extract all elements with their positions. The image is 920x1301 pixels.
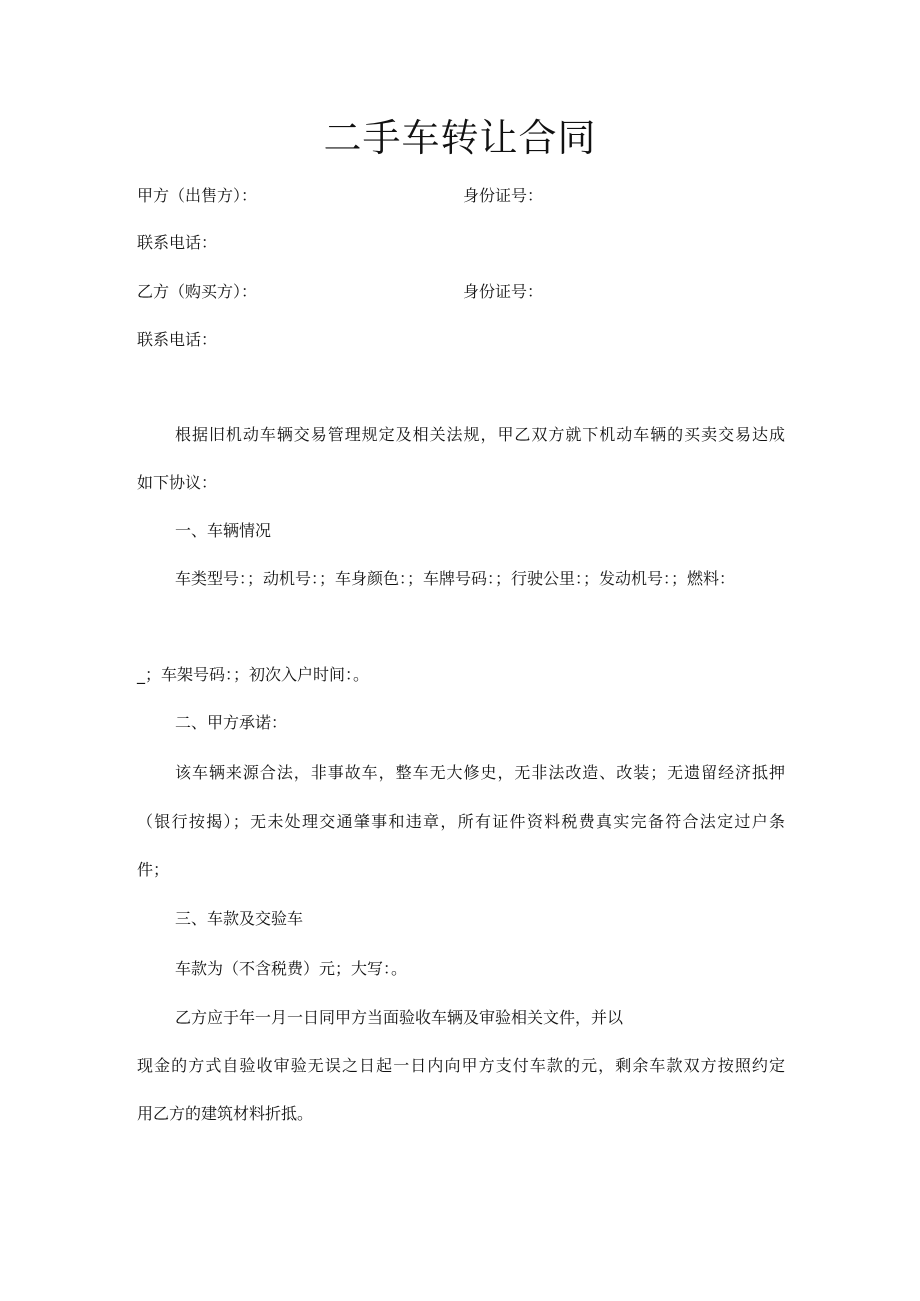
section-3-line-4: 用乙方的建筑材料折抵。 — [137, 1104, 314, 1123]
section-3-line-1: 车款为（不含税费）元；大写：。 — [175, 959, 408, 978]
party-b-label: 乙方（购买方）： — [137, 282, 258, 301]
section-2-line-2: （银行按揭）；无未处理交通肇事和违章，所有证件资料税费真实完备符合法定过户条 — [137, 812, 785, 831]
section-2-heading: 二、甲方承诺： — [175, 713, 288, 732]
party-b-id-label: 身份证号： — [463, 282, 544, 301]
document-title: 二手车转让合同 — [323, 116, 597, 160]
intro-line-2: 如下协议： — [137, 473, 218, 492]
party-a-phone-label: 联系电话： — [137, 233, 218, 252]
party-a-id-label: 身份证号： — [463, 186, 544, 205]
section-3-line-2: 乙方应于年一月一日同甲方当面验收车辆及审验相关文件，并以 — [175, 1008, 624, 1027]
section-1-heading: 一、车辆情况 — [175, 521, 272, 540]
party-a-label: 甲方（出售方）： — [137, 186, 258, 205]
party-b-phone-label: 联系电话： — [137, 330, 218, 349]
section-1-line-1: 车类型号：；动机号：；车身颜色：；车牌号码：；行驶公里：；发动机号：；燃料： — [175, 569, 736, 588]
section-3-heading: 三、车款及交验车 — [175, 909, 304, 928]
section-2-line-1: 该车辆来源合法，非事故车，整车无大修史，无非法改造、改装；无遗留经济抵押 — [175, 763, 785, 782]
section-1-line-2: _；车架号码：；初次入户时间：。 — [137, 665, 370, 684]
section-3-line-3: 现金的方式自验收审验无误之日起一日内向甲方支付车款的元，剩余车款双方按照约定 — [137, 1056, 785, 1075]
section-2-line-3: 件； — [137, 860, 170, 879]
intro-line-1: 根据旧机动车辆交易管理规定及相关法规，甲乙双方就下机动车辆的买卖交易达成 — [175, 425, 785, 444]
